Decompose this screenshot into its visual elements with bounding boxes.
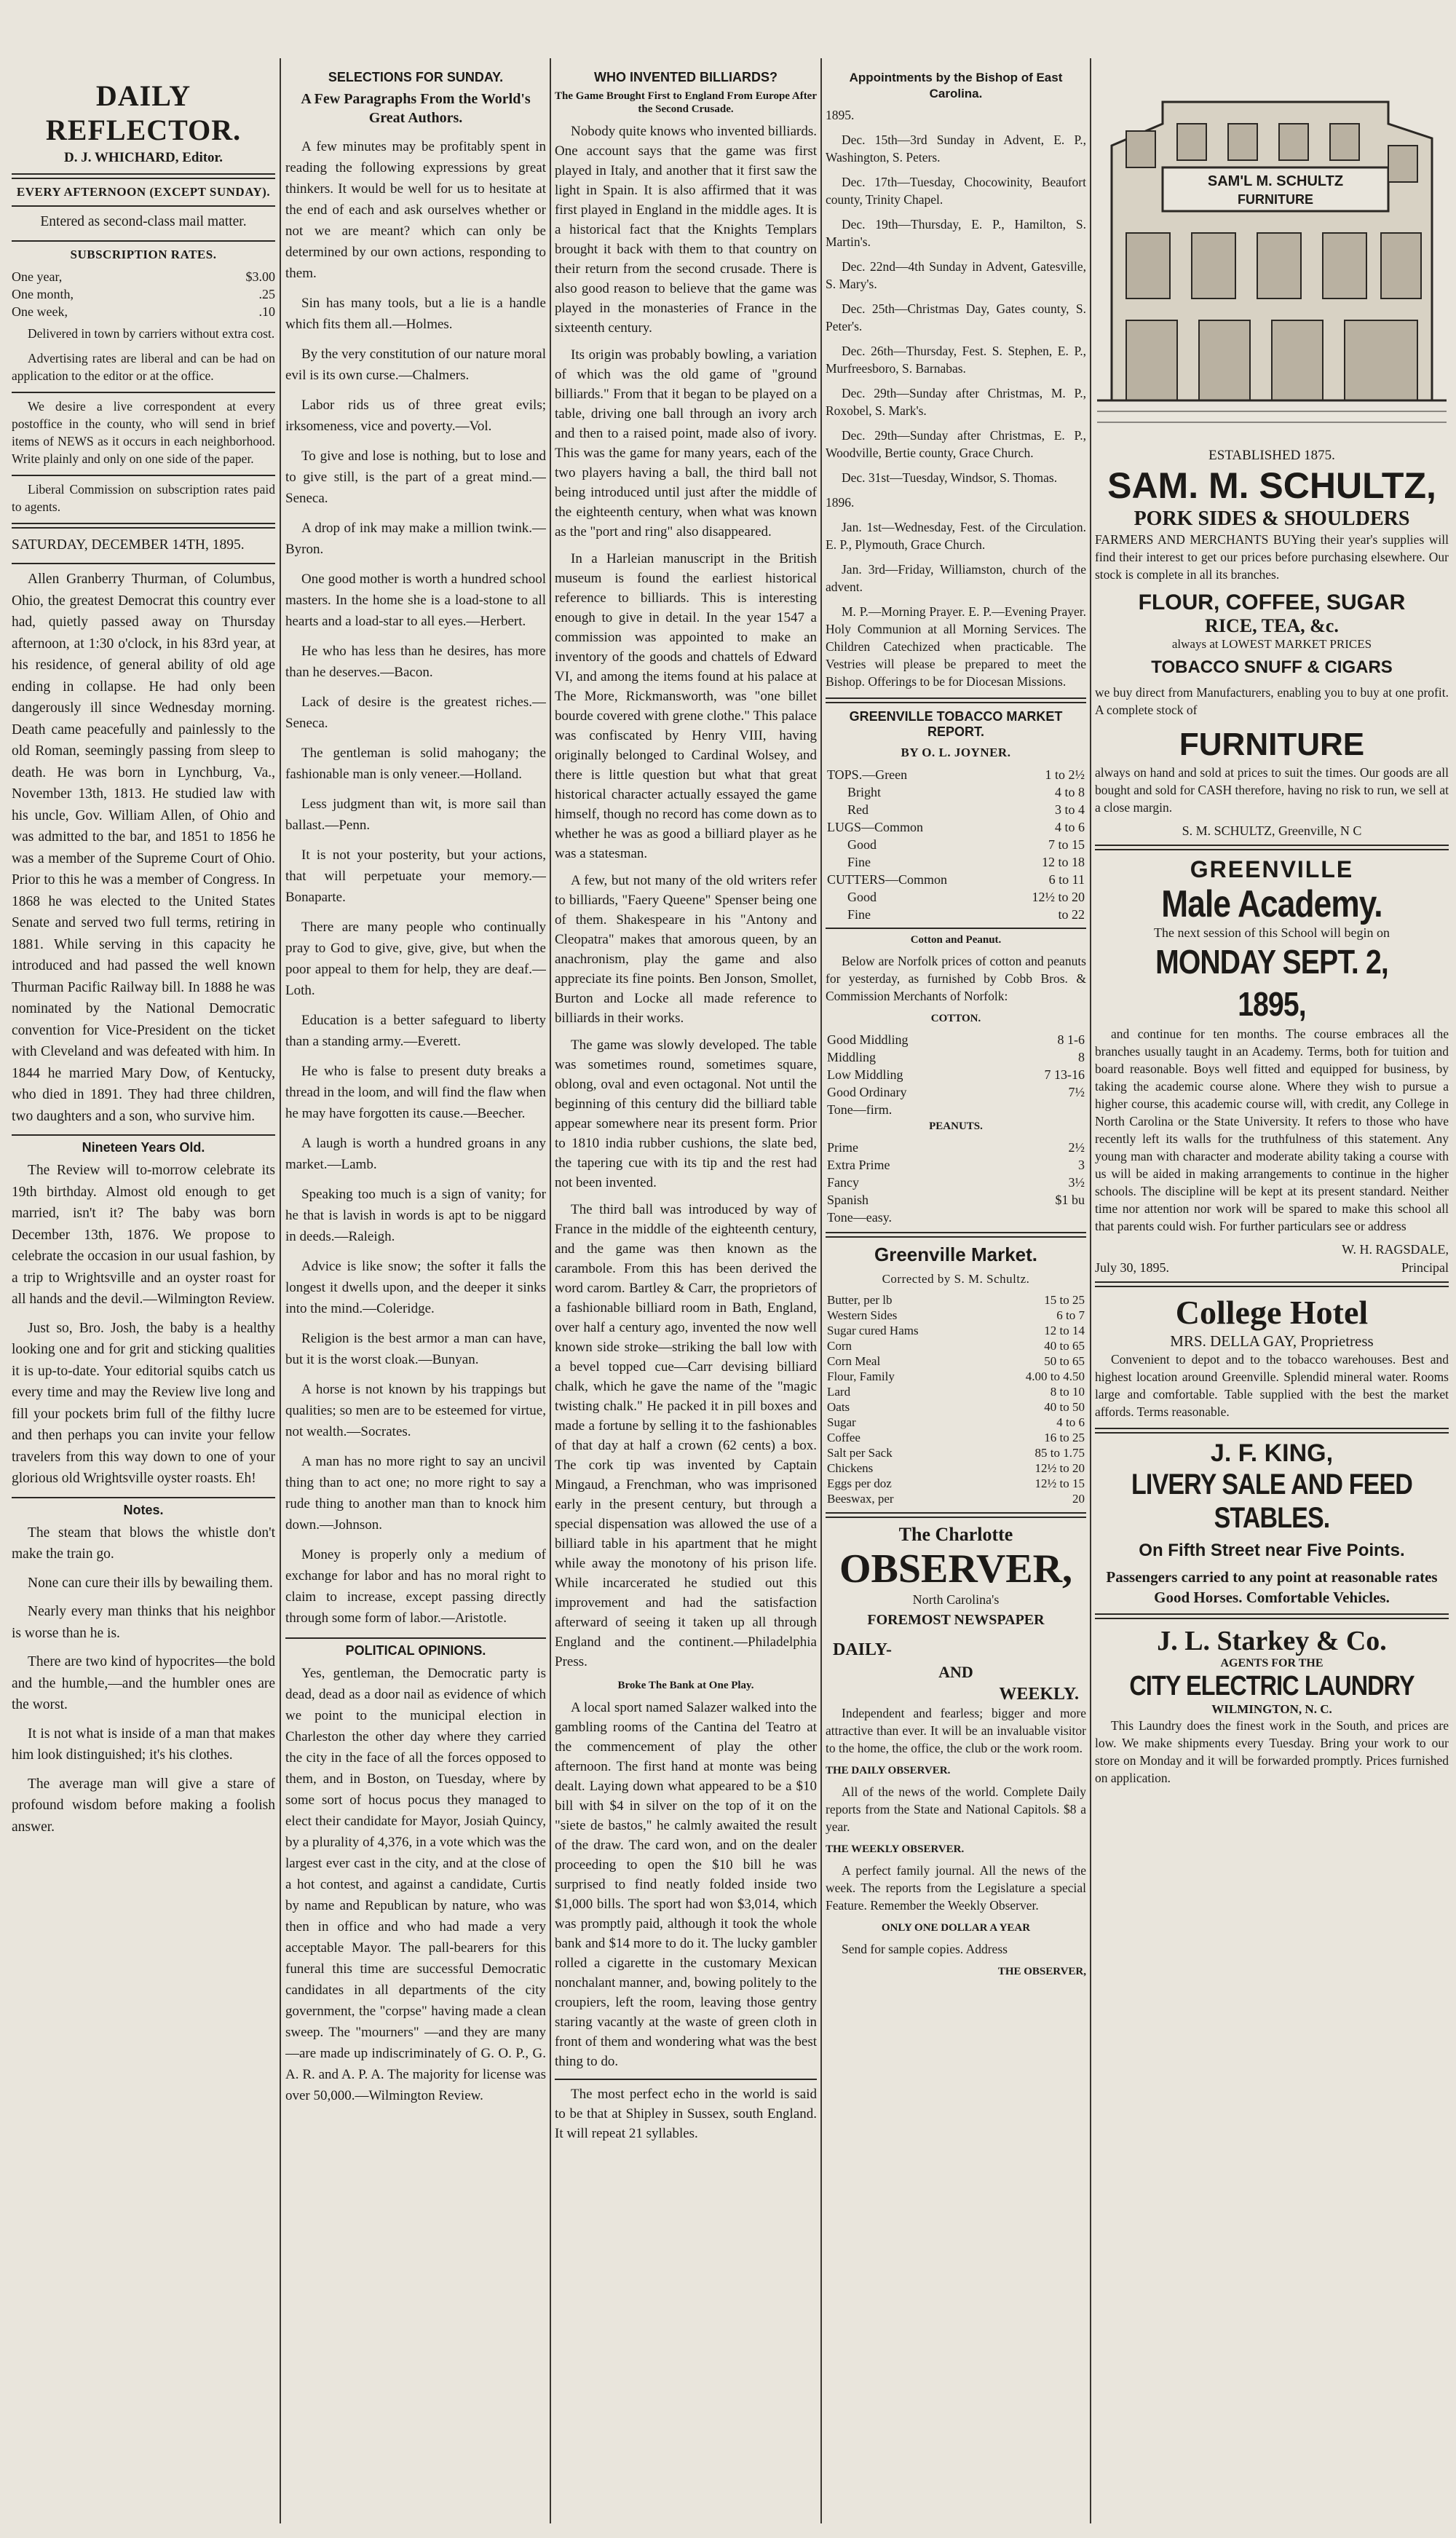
table-row: Corn Meal 50 to 65 (827, 1354, 1085, 1368)
table-row: TOPS.—Green 1 to 2½ (827, 767, 1085, 782)
quote-paragraph: Religion is the best armor a man can have, but it is the worst cloak.—Bunyan. (285, 1331, 546, 1367)
appointment: Dec. 29th—Sunday after Christmas, E. P., Woodville, Bertie county, Grace Church. (826, 428, 1086, 460)
appointment-notice: M. P.—Morning Prayer. E. P.—Evening Prayer. Holy Communion at all Morning Services. The Children Catechized when practicable. The Vestries will please be prepared to meet the Bishop. Offerings to be for Diocesan Missions. (826, 604, 1086, 689)
king-street: On Fifth Street near Five Points. (1139, 1541, 1405, 1560)
dateline: SATURDAY, DECEMBER 14TH, 1895. (12, 537, 245, 553)
table-row: Fancy 3½ (827, 1175, 1085, 1190)
column-advertisements (1095, 58, 1449, 2516)
market-label: COTTON. (930, 1013, 981, 1024)
table-row: Tone—easy. (827, 1210, 893, 1225)
divider (12, 392, 275, 393)
table-row: Coffee 16 to 25 (827, 1431, 1085, 1444)
divider (12, 563, 275, 564)
market-byline: Corrected by S. M. Schultz. (882, 1272, 1030, 1286)
hotel-name: College Hotel (1175, 1294, 1369, 1331)
academy-name: Male Academy. (1161, 883, 1382, 925)
observer-weekly: WEEKLY. (999, 1685, 1079, 1704)
issue-line: EVERY AFTERNOON (EXCEPT SUNDAY). (16, 185, 271, 199)
quote-paragraph: To give and lose is nothing, but to lose and to give still, is the part of a great mind.—Seneca. (285, 448, 546, 506)
article-heading: Appointments by the Bishop of East Carolina. (849, 71, 1063, 100)
hotel-proprietress: MRS. DELLA GAY, Proprietress (1170, 1332, 1374, 1350)
rate-row: One month, .25 (12, 286, 275, 301)
observer-price: ONLY ONE DOLLAR A YEAR (881, 1922, 1031, 1934)
table-row: Oats 40 to 50 (827, 1400, 1085, 1414)
table-row: Good 12½ to 20 (847, 890, 1085, 904)
quote-paragraph: Education is a better safeguard to liberty than a standing army.—Everett. (285, 1013, 546, 1049)
table-row: Good Middling 8 1-6 (827, 1032, 1085, 1047)
article-paragraph: The game was slowly developed. The table was sometimes round, sometimes square, oblong, oval and even octagonal. Not until the beginning of this century did the billiard table appear somewhere near its present form. Prior to 1810 india rubber cushions, the slate bed, the tapering cue with its tip and the rest had not been invented. (555, 1037, 817, 1190)
schultz-lowest: always at LOWEST MARKET PRICES (1171, 637, 1372, 651)
table-row: LUGS—Common 4 to 6 (827, 820, 1085, 834)
observer-weekly-body: A perfect family journal. All the news of the week. The reports from the Legislature a special Feature. Remember the Weekly Observer. (826, 1863, 1086, 1913)
column-billiards (555, 66, 817, 2516)
table-row: Spanish $1 bu (827, 1193, 1085, 1207)
cotton-table (826, 1031, 1086, 1118)
schultz-flour: FLOUR, COFFEE, SUGAR (1138, 590, 1406, 614)
quote-paragraph: A few minutes may be profitably spent in reading the following expressions by great thinkers. It would be well for us to hesitate at the end of each and ask ourselves whether or not we are meant? which can only be determined by our own actions, responding to them. (285, 139, 546, 281)
quote-paragraph: Less judgment than wit, is more sail than ballast.—Penn. (285, 796, 546, 833)
note-paragraph: There are two kind of hypocrites—the bold and the humble,—and the humbler ones are the worst. (12, 1654, 275, 1712)
column-markets (826, 66, 1086, 2516)
laundry-body: This Laundry does the finest work in the South, and prices are low. We make shipments every Tuesday. Bring your work to our store on Monday and it will be forwarded promptly. Prices furnished on application. (1095, 1718, 1449, 1785)
article-paragraph: The Review will to-morrow celebrate its 19th birthday. Almost old enough to get married, isn't it? The baby was born December 13th, 1876. We propose to celebrate the occasion in our usual fashion, by a trip to Wrightsville and an oyster roast for all hands and the devil.—Wilmington Review. (12, 1163, 275, 1307)
table-row: Lard 8 to 10 (827, 1385, 1085, 1399)
divider (1095, 1428, 1449, 1434)
subscription-rates (12, 268, 275, 320)
rate-row: One week, .10 (12, 304, 275, 319)
king-name: J. F. KING, (1210, 1439, 1334, 1467)
divider (826, 697, 1086, 703)
note-paragraph: None can cure their ills by bewailing them. (28, 1575, 273, 1591)
table-row: Prime 2½ (827, 1140, 1085, 1155)
table-row: Flour, Family 4.00 to 4.50 (827, 1369, 1085, 1383)
article-paragraph: In a Harleian manuscript in the British museum is found the earliest historical reference to billiards. This is interesting enough to give in detail. In the year 1547 a commission was appointed to make an inventory of the goods and chattels of Edward VI, and among the items found at his palace at The More, Rickmansworth, was "one billet bourde covered with grene clothe." This palace was confiscated by Henry VIII, having originally belonged to Cardinal Wolsey, and there is little question but what that great historical character actually essayed the game himself, though no record has come down as to whether he was as good a billiard player as he was a statesman. (555, 551, 817, 861)
market-intro: Below are Norfolk prices of cotton and peanuts for yesterday, as furnished by Cobb Bros. & Commission Merchants of Norfolk: (826, 954, 1086, 1003)
article-paragraph: A local sport named Salazer walked into the gambling rooms of the Cantina del Teatro at the commencement of play the other afternoon. The first hand at monte was being dealt. Laying down what appeared to be a $10 bill with $4 in silver on the top of it on the "siete de bastos," he calmly awaited the result of the draw. The card won, and on the dealer proceeding to open the $10 bill he was surprised to find neatly folded inside two $1,000 bills. The sport had won $3,014, which was promptly paid, although it took the whole bank and $14 more to do it. The lucky gambler rolled a cigarette in the customary Mexican nonchalant manner, and, bowing politely to the croupiers, left the room, leaving those gentry staring vacantly at the waste of green cloth in front of them and wondering what was the best thing to do. (555, 1700, 817, 2069)
established-line: ESTABLISHED 1875. (1208, 448, 1335, 463)
starkey-name: J. L. Starkey & Co. (1157, 1626, 1387, 1656)
divider (826, 928, 1086, 929)
observer-daily: DAILY- (833, 1640, 892, 1659)
correspondent-notice: We desire a live correspondent at every postoffice in the county, who will send in brief items of NEWS as it occurs in each neighborhood. Write plainly and only on one side of the paper. (12, 398, 275, 466)
subscription-heading: SUBSCRIPTION RATES. (70, 247, 217, 261)
editor-line: D. J. WHICHARD, Editor. (64, 150, 223, 165)
quote-paragraph: It is not your posterity, but your actions, that will perpetuate your memory.—Bonaparte. (285, 847, 546, 905)
note-paragraph: The steam that blows the whistle don't make the train go. (12, 1525, 275, 1562)
table-row: Good 7 to 15 (847, 837, 1085, 852)
article-heading: WHO INVENTED BILLIARDS? (594, 70, 778, 84)
table-row: Sugar cured Hams 12 to 14 (827, 1324, 1085, 1337)
article-heading: Notes. (123, 1502, 164, 1517)
peanuts-table (826, 1139, 1086, 1226)
masthead: DAILY REFLECTOR. (45, 79, 242, 146)
table-row: Middling 8 (827, 1050, 1085, 1064)
appointment: Jan. 3rd—Friday, Williamston, church of the advent. (826, 562, 1086, 594)
divider (826, 1512, 1086, 1518)
divider (12, 523, 275, 529)
appointment: Dec. 17th—Tuesday, Chocowinity, Beaufort county, Trinity Chapel. (826, 175, 1086, 207)
greenville-market-table (826, 1292, 1086, 1506)
article-paragraph: A few, but not many of the old writers refer to billiards, "Faery Queene" Spenser being one of them. Shakespeare in his "Antony and Cleopatra" makes that amorous queen, by an anachronism, play the game and also appreciate its fine points. Ben Jonson, Smollet, Burton and Locke all made reference to billiards in their works. (555, 873, 817, 1026)
observer-send: Send for sample copies. Address (842, 1942, 1008, 1956)
note-paragraph: The average man will give a stare of profound wisdom before making a foolish answer. (12, 1776, 275, 1835)
quote-paragraph: Speaking too much is a sign of vanity; for he that is lavish in words is apt to be niggard in deeds.—Raleigh. (285, 1187, 546, 1244)
article-paragraph: Just so, Bro. Josh, the baby is a healthy looking one and for grit and sticking qualities it is up-to-date. Your editorial squibs catch us every time and may the Review live long and fill your pockets brim full of the filthy lucre and then perhaps you can invite your fellow travelers from this way down to one of your glorious old Wrightsville oyster roasts. Eh! (12, 1320, 275, 1486)
column-rule (820, 58, 822, 2523)
table-row: Fine 12 to 18 (847, 855, 1085, 869)
quote-paragraph: Lack of desire is the greatest riches.—Seneca. (285, 695, 546, 731)
column-rule (550, 58, 551, 2523)
observer-sub: North Carolina's (912, 1592, 1000, 1607)
divider (12, 240, 275, 242)
divider (1095, 1281, 1449, 1287)
observer-and: AND (938, 1663, 973, 1681)
table-row: Western Sides 6 to 7 (827, 1308, 1085, 1322)
quote-paragraph: The gentleman is solid mahogany; the fashionable man is only veneer.—Holland. (285, 746, 546, 782)
observer-daily-head: THE DAILY OBSERVER. (826, 1765, 951, 1776)
observer-weekly-head: THE WEEKLY OBSERVER. (826, 1843, 965, 1855)
article-paragraph: The third ball was introduced by way of France in the middle of the eighteenth century, and the game was then known as the carambole. From this has been derived the word carom. Bartley & Carr, the proprietors of a fashionable billiard room in Bath, England, over half a century ago, invented the now well known side stroke—striking the ball low with a bevel topped cue—Carr devising billiard chalk, which he gave the name of the "magic twisting chalk." He packed it in pill boxes and made a fortune by selling it to the fashionables of that day at half a crown (62 cents) a box. The cork tip was invented by Captain Mingaud, a Frenchman, who was imprisoned early in the present century, but through a special dispensation was allowed the use of a billiard table in his apartment that he might while away the monotony of his prison life. While incarcerated he studied out this improvement and had the satisfaction afterward of seeing it taken up all through England and the continent.—Philadelphia Press. (555, 1202, 817, 1669)
article-paragraph: Its origin was probably bowling, a variation of which was the old game of "ground billiards." From that it began to be played on a table, driving one ball through an ivory arch and then to a raised point, made also of ivory. This was the game for many years, each of the two players having a ball, the third ball not being introduced until just after the middle of the eighteenth century, when what was known as the "port and ring" also disappeared. (555, 347, 817, 539)
quote-paragraph: A laugh is worth a hundred groans in any market.—Lamb. (285, 1136, 546, 1172)
table-row: Bright 4 to 8 (847, 785, 1085, 799)
tobacco-table (826, 766, 1086, 923)
year-label: 1895. (826, 108, 855, 122)
market-label: PEANUTS. (929, 1120, 983, 1132)
observer-title: OBSERVER, (839, 1546, 1073, 1592)
appointment: Dec. 19th—Thursday, E. P., Hamilton, S. Martin's. (826, 217, 1086, 249)
divider (826, 1232, 1086, 1238)
quote-paragraph: Labor rids us of three great evils; irksomeness, vice and poverty.—Vol. (285, 398, 546, 434)
schultz-pork: PORK SIDES & SHOULDERS (1133, 507, 1410, 530)
advertising-notice: Advertising rates are liberal and can be had on application to the editor or at the office. (12, 350, 275, 383)
store-illustration (1095, 58, 1449, 437)
rate-row: One year, $3.00 (12, 269, 275, 284)
divider (12, 1497, 275, 1498)
table-row: CUTTERS—Common 6 to 11 (827, 872, 1085, 887)
appointment: Jan. 1st—Wednesday, Fest. of the Circulation. E. P., Plymouth, Grace Church. (826, 520, 1086, 552)
observer-foremost: FOREMOST NEWSPAPER (867, 1612, 1045, 1628)
quote-paragraph: He who is false to present duty breaks a thread in the loom, and will find the flaw when he may have forgotten its cause.—Beecher. (285, 1064, 546, 1121)
divider (12, 475, 275, 476)
king-body: Passengers carried to any point at reasonable rates Good Horses. Comfortable Vehicles. (1106, 1568, 1438, 1606)
column-rule (280, 58, 281, 2523)
observer-body: Independent and fearless; bigger and more attractive than ever. It will be an invaluable visitor to the home, the office, the club or the work room. (826, 1706, 1086, 1755)
divider (1095, 845, 1449, 850)
quote-paragraph: Sin has many tools, but a lie is a handle which fits them all.—Holmes. (285, 296, 546, 332)
table-row: Corn 40 to 65 (827, 1339, 1085, 1353)
laundry-city: WILMINGTON, N. C. (1211, 1702, 1332, 1716)
table-row: Tone—firm. (827, 1102, 893, 1117)
table-row: Red 3 to 4 (847, 802, 1085, 817)
article-paragraph: Allen Granberry Thurman, of Columbus, Ohio, the greatest Democrat this country ever had, quietly passed away on Thursday afternoon, at 1:30 o'clock, in his 83rd year, at his residence, of general ability of old age ending in collapse. He had only been dangerously ill since Wednesday morning. Death came peacefully and painlessly to the old Roman, seemingly passing from sleep to death. He was born in Lynchburg, Va., November 13th, 1813. He studied law with his uncle, Gov. William Allen, of Ohio and was admitted to the bar, and 1851 to 1856 he was a member of the Supreme Court of Ohio. Prior to this he was a member of Congress. In 1868 he was elected to the United States Senate and served two full terms, retiring in 1881. While serving in this capacity he introduced and had passed the well known Thurman Pacific Railway bill. In 1888 he was nominated by the National Democratic convention for Vice-President on the ticket with Cleveland and was defeated with him. In 1844 he married Mary Dow, of Kentucky, who died in 1891. They had three children, two daughters and a son, who survive him. (12, 572, 275, 1124)
schultz-direct: we buy direct from Manufacturers, enabling you to buy at one profit. A complete stock of (1095, 685, 1449, 717)
schultz-body: FARMERS AND MERCHANTS BUYing their year's supplies will find their interest to get our prices before purchasing elsewhere. Our stock is complete in all its branches. (1095, 532, 1449, 582)
quote-paragraph: He who has less than he desires, has more than he deserves.—Bacon. (285, 644, 546, 680)
table-row: Chickens 12½ to 20 (827, 1461, 1085, 1475)
quote-paragraph: By the very constitution of our nature moral evil is its own curse.—Chalmers. (285, 347, 546, 383)
appointment: Dec. 29th—Sunday after Christmas, M. P., Roxobel, S. Mark's. (826, 386, 1086, 418)
schultz-signature: S. M. SCHULTZ, Greenville, N C (1182, 823, 1362, 838)
table-row: Fine to 22 (847, 907, 1085, 922)
academy-principal: Principal (1401, 1260, 1449, 1275)
delivery-notice: Delivered in town by carriers without extra cost. (28, 325, 275, 341)
note-paragraph: Nearly every man thinks that his neighbor is worse than he is. (12, 1604, 275, 1641)
schultz-furniture: FURNITURE (1179, 727, 1365, 762)
quote-paragraph: A drop of ink may make a million twink.—Byron. (285, 521, 546, 557)
hotel-body: Convenient to depot and to the tobacco warehouses. Best and highest location around Greenville. Splendid mineral water. Rooms large and comfortable. Table supplied with the best the market affords. Terms reasonable. (1095, 1352, 1449, 1419)
appointment: Dec. 26th—Thursday, Fest. S. Stephen, E. P., Murfreesboro, S. Barnabas. (826, 344, 1086, 376)
king-stables: LIVERY SALE AND FEED STABLES. (1131, 1468, 1413, 1534)
academy-town: GREENVILLE (1190, 856, 1354, 882)
appointment: Dec. 15th—3rd Sunday in Advent, E. P., Washington, S. Peters. (826, 133, 1086, 165)
laundry-name: CITY ELECTRIC LAUNDRY (1129, 1671, 1415, 1701)
table-row: Salt per Sack 85 to 1.75 (827, 1446, 1085, 1460)
schultz-name: SAM. M. SCHULTZ, (1107, 465, 1436, 506)
appointment: Dec. 31st—Tuesday, Windsor, S. Thomas. (842, 470, 1058, 485)
table-row: Extra Prime 3 (827, 1158, 1085, 1172)
schultz-tobacco: TOBACCO SNUFF & CIGARS (1151, 657, 1393, 677)
table-row: Good Ordinary 7½ (827, 1085, 1085, 1099)
column-masthead (12, 73, 275, 2516)
table-row: Beeswax, per 20 (827, 1492, 1085, 1506)
article-subheading: The Game Brought First to England From Europe After the Second Crusade. (555, 90, 817, 115)
market-byline: BY O. L. JOYNER. (901, 746, 1011, 759)
market-heading: Greenville Market. (874, 1244, 1037, 1265)
commission-notice: Liberal Commission on subscription rates paid to agents. (12, 481, 275, 514)
quote-paragraph: One good mother is worth a hundred school masters. In the home she is a load-stone to all hearts and a load-star to all eyes.—Herbert. (285, 572, 546, 629)
academy-body: and continue for ten months. The course embraces all the branches usually taught in an Academy. Terms, both for tuition and board reasonable. Boys well fitted and equipped for business, by taking the academic course alone. Where they wish to pursue a higher course, this academic course will, with credit, any College in North Carolina or the State University. It refers to those who have recently left its walls for the truthfulness of this statement. Any young man with character and moderate ability taking a course with us will be aided in making arrangements to continue in the higher schools. The discipline will be kept at its present standard. Neither time nor attention nor work will be spared to make this school all that parents could wish. For further particulars see or address (1095, 1027, 1449, 1233)
appointment: Dec. 22nd—4th Sunday in Advent, Gatesville, S. Mary's. (826, 259, 1086, 291)
schultz-rice: RICE, TEA, &c. (1205, 615, 1339, 636)
quote-paragraph: There are many people who continually pray to God to give, give, give, but when the poor appeal to them for help, they are deaf.—Loth. (285, 920, 546, 998)
column-selections (285, 66, 546, 2516)
article-paragraph: The most perfect echo in the world is said to be that at Shipley in Sussex, south England. It will repeat 21 syllables. (555, 2087, 817, 2141)
year-label: 1896. (826, 495, 855, 510)
academy-date: MONDAY SEPT. 2, 1895, (1155, 943, 1388, 1023)
article-subheading: A Few Paragraphs From the World's Great Authors. (301, 91, 531, 126)
table-row: Low Middling 7 13-16 (827, 1067, 1085, 1082)
divider (1095, 1613, 1449, 1619)
note-paragraph: It is not what is inside of a man that makes him look distinguished; it's his clothes. (12, 1725, 275, 1763)
entered-notice: Entered as second-class mail matter. (40, 214, 247, 229)
starkey-agents: AGENTS FOR THE (1220, 1657, 1324, 1669)
store-sign-name: SAM'L M. SCHULTZ (1207, 173, 1344, 189)
quote-paragraph: A man has no more right to say an uncivil thing than to act one; no more right to say a rude thing to another man than to knock him down.—Johnson. (285, 1454, 546, 1533)
divider (285, 1637, 546, 1639)
market-heading: Cotton and Peanut. (910, 934, 1002, 946)
article-heading: POLITICAL OPINIONS. (345, 1643, 486, 1658)
divider (12, 173, 275, 179)
store-sign-goods: FURNITURE (1238, 192, 1313, 207)
market-heading: GREENVILLE TOBACCO MARKET REPORT. (849, 709, 1063, 739)
divider (12, 205, 275, 207)
academy-signature: W. H. RAGSDALE, (1342, 1242, 1449, 1257)
table-row: Eggs per doz 12½ to 15 (827, 1476, 1085, 1490)
quote-paragraph: Money is properly only a medium of exchange for labor and has no moral right to claim to increase, except passing directly through some form of labor.—Aristotle. (285, 1547, 546, 1626)
quote-paragraph: Advice is like snow; the softer it falls the longest it dwells upon, and the deeper it sinks into the mind.—Coleridge. (285, 1259, 546, 1316)
table-row: Butter, per lb 15 to 25 (827, 1293, 1085, 1307)
article-heading: SELECTIONS FOR SUNDAY. (328, 70, 504, 84)
observer-address: THE OBSERVER, (997, 1966, 1086, 1977)
academy-dateline: July 30, 1895. (1095, 1260, 1170, 1275)
table-row: Sugar 4 to 6 (827, 1415, 1085, 1429)
quote-paragraph: A horse is not known by his trappings but qualities; so men are to be esteemed for virtue, not wealth.—Socrates. (285, 1382, 546, 1439)
observer-the: The Charlotte (898, 1524, 1013, 1545)
academy-intro: The next session of this School will begin on (1154, 925, 1390, 940)
appointment: Dec. 25th—Christmas Day, Gates county, S. Peter's. (826, 301, 1086, 333)
divider (12, 1134, 275, 1136)
article-paragraph: Yes, gentleman, the Democratic party is dead, dead as a door nail as evidence of which we point to the municipal election in Charleston the other day where they carried the city in the face of all the forces opposed to them, and in Boston, on Tuesday, where by some sort of hocus pocus they managed to elect their candidate for Mayor, Josiah Quincy, by a plurality of 4,376, in a vote which was the largest ever cast in the city, and at the close of a hot contest, and against a candidate, Curtis by name and Republican by nature, who was then in office and who had made a very acceptable Mayor. The pall-bearers for this funeral this time are successful Democratic candidates in all departments of the city government, the "corpse" having made a clean sweep. The "mourners" —and they are many—are made up indiscriminately of G. O. P., G. A. R. and A. P. A. The majority for license was over 50,000.—Wilmington Review. (285, 1666, 546, 2103)
column-rule (1090, 58, 1091, 2523)
divider (555, 2079, 817, 2080)
article-heading: Nineteen Years Old. (82, 1140, 205, 1155)
article-heading: Broke The Bank at One Play. (617, 1680, 754, 1691)
schultz-furniture-body: always on hand and sold at prices to suit the times. Our goods are all bought and sold for CASH therefore, having no risk to run, we sell at a close margin. (1095, 765, 1449, 815)
article-paragraph: Nobody quite knows who invented billiards. One account says that the game was first played in Italy, and another that it first saw the light in Spain. It is also affirmed that it was first played in England in the middle ages. It is a historical fact that the Knights Templars brought it back with them to that country on their return from the second crusade. There is also good reason to believe that the game was played in the monasteries of France in the sixteenth century. (555, 124, 817, 336)
observer-daily-body: All of the news of the world. Complete Daily reports from the State and National Capitols. $8 a year. (826, 1784, 1086, 1834)
